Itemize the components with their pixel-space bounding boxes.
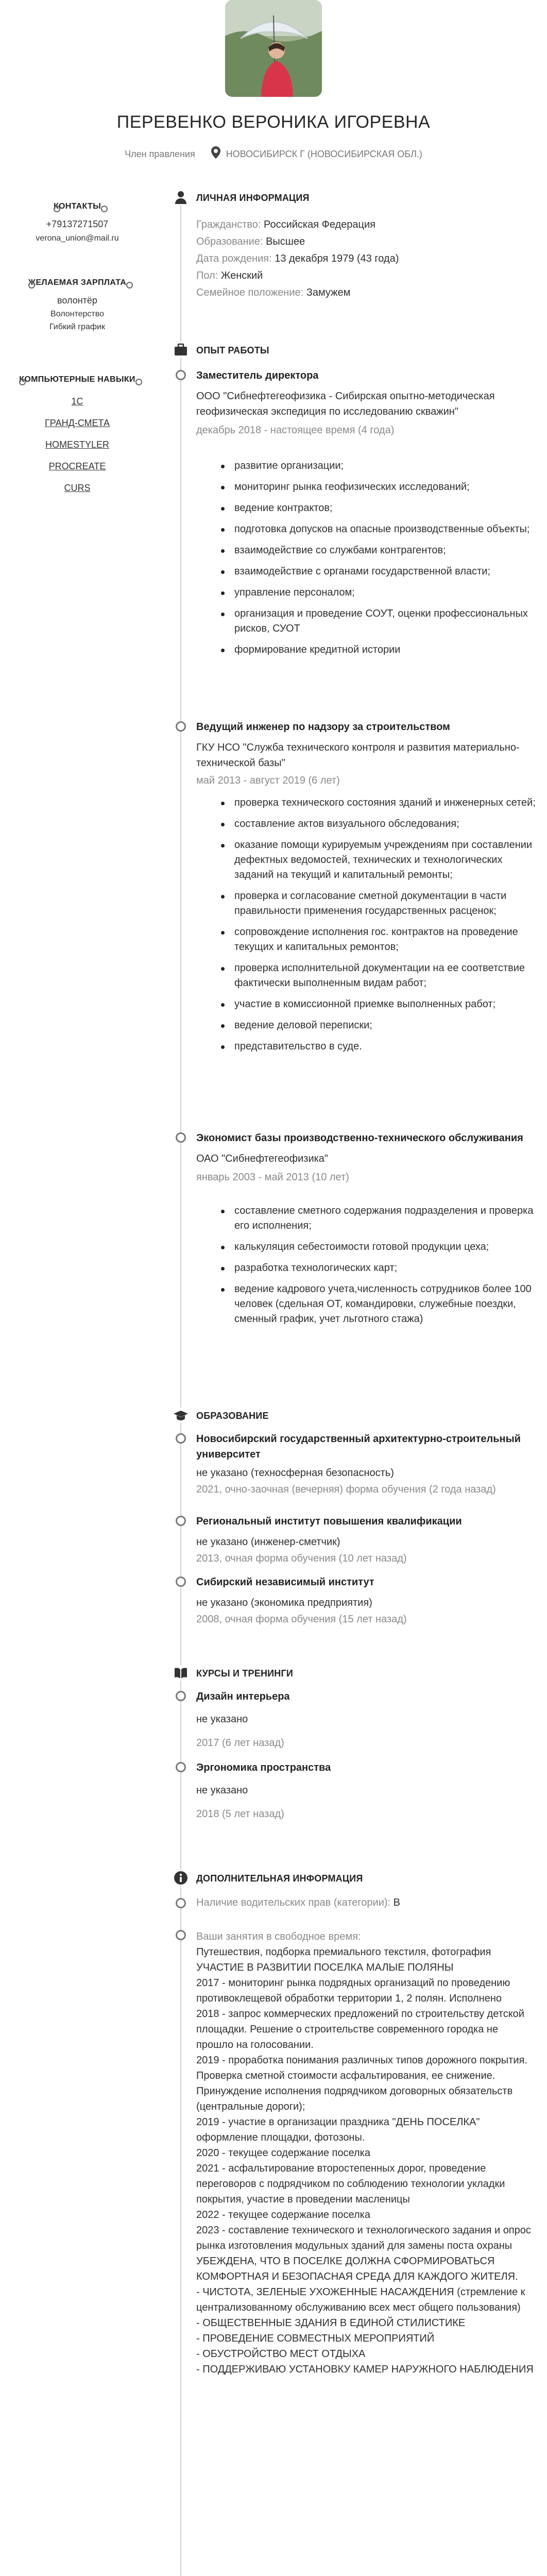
skill-link[interactable]: CURS (64, 483, 91, 493)
salary-block (0, 278, 155, 333)
timeline-dot (176, 1433, 186, 1444)
free-time-line: УБЕЖДЕНА, ЧТО В ПОСЕЛКЕ ДОЛЖНА СФОРМИРОВАТЬСЯ КОМФОРТНАЯ И БЕЗОПАСНАЯ СРЕДА ДЛЯ КАЖДОГО ЖИТЕЛЯ. (196, 2256, 518, 2282)
timeline-dot (176, 1930, 186, 1940)
education-meta: 2008, очная форма обучения (15 лет назад) (196, 1614, 407, 1625)
timeline-dot (176, 1762, 186, 1772)
duty-item: проверка технического состояния зданий и инженерных сетей; (226, 795, 536, 810)
skill-link[interactable]: HOMESTYLER (45, 439, 110, 450)
job-period: декабрь 2018 - настоящее время (4 года) (196, 425, 395, 436)
phone[interactable]: +79137271507 (46, 219, 109, 229)
timeline-line (180, 198, 181, 2576)
job-duties (226, 795, 536, 1054)
duty-item: ведение деловой переписки; (226, 1018, 536, 1033)
timeline-dot (176, 1516, 186, 1526)
course-meta: 2017 (6 лет назад) (196, 1737, 284, 1749)
free-time-line: Путешествия, подборка премиального текстиля, фотография (196, 1946, 491, 1958)
job-company: ООО "Сибнефтегеофизика - Сибирская опытно-методическая геофизическая экспедиция по исследованию скважин" (196, 391, 495, 417)
job-duties (226, 459, 536, 657)
info-row-marital: Семейное положение: Замужем (196, 287, 351, 298)
section-title-courses: КУРСЫ И ТРЕНИНГИ (196, 1668, 294, 1679)
email[interactable]: verona_union@mail.ru (36, 234, 119, 243)
timeline-dot (176, 370, 186, 380)
education-name: Сибирский независимый институт (196, 1577, 374, 1588)
job-item (196, 368, 536, 664)
salary-value: волонтёр (57, 295, 97, 306)
free-time-line: 2018 - запрос коммерческих предложений по строительству детской площадки. Решение о строительстве современного городка не прошло на голосовании. (196, 2008, 524, 2050)
education-spec: не указано (техносферная безопасность) (196, 1467, 394, 1479)
free-time-line: - ОБЩЕСТВЕННЫЕ ЗДАНИЯ В ЕДИНОЙ СТИЛИСТИКЕ (196, 2317, 466, 2329)
duty-item: проверка и согласование сметной документации в части правильности применения государственных расценок; (226, 889, 536, 919)
free-time-line: 2019 - проработка понимания различных типов дорожного покрытия. Проверка сметной стоимости асфальтирования, ее снижение. Принуждение исполнения подрядчиком договорных обязательств (центральные дороги); (196, 2055, 527, 2112)
duty-item: представительство в суде. (226, 1039, 536, 1054)
free-time-line: 2020 - текущее содержание поселка (196, 2147, 370, 2159)
job-company: ГКУ НСО "Служба технического контроля и развития материально-технической базы" (196, 742, 520, 769)
education-item (196, 1431, 536, 1497)
timeline-dot (176, 721, 186, 732)
profile-photo (225, 0, 322, 97)
duty-item: проверка исполнительной документации на ее соответствие фактически выполненным видам работ; (226, 961, 536, 991)
free-time-block (196, 1929, 536, 2377)
salary-line: Волонтерство (50, 310, 104, 318)
duty-item: управление персоналом; (226, 585, 536, 600)
free-time-label: Ваши занятия в свободное время: (196, 1931, 361, 1942)
duty-item: сопровождение исполнения гос. контрактов на проведение текущих и капитальных ремонтов; (226, 925, 536, 955)
course-item (196, 1689, 536, 1751)
person-icon (173, 190, 189, 205)
duty-item: развитие организации; (226, 459, 536, 473)
education-name: Новосибирский государственный архитектурно-строительный университет (196, 1433, 521, 1460)
contacts-block (0, 202, 155, 245)
duty-item: взаимодействие со службами контрагентов; (226, 543, 536, 558)
free-time-line: 2017 - мониторинг рынка подрядных организаций по проведению противоклещевой обработки территории 1, 2 полян. Исполнено (196, 1977, 510, 2004)
job-position: Ведущий инженер по надзору за строительством (196, 721, 450, 733)
free-time-line: 2019 - участие в организации праздника "ДЕНЬ ПОСЕЛКА" оформление площадки, фотозоны. (196, 2116, 480, 2143)
info-icon (173, 1870, 189, 1886)
course-name: Дизайн интерьера (196, 1691, 290, 1702)
free-time-line: 2021 - асфальтирование второстепенных дорог, проведение переговоров с подрядчиком по соблюдению технологии укладки покрытия, участие в проведении масленицы (196, 2163, 505, 2205)
contacts-title: КОНТАКТЫ (0, 202, 155, 211)
duty-item: формирование кредитной истории (226, 642, 536, 657)
location-text: НОВОСИБИРСК Г (НОВОСИБИРСКАЯ ОБЛ.) (226, 149, 422, 159)
education-item (196, 1514, 536, 1566)
job-position: Экономист базы производственно-технического обслуживания (196, 1132, 523, 1144)
duty-item: взаимодействие с органами государственной власти; (226, 564, 536, 579)
course-org: не указано (196, 1785, 248, 1796)
free-time-line: - ОБУСТРОЙСТВО МЕСТ ОТДЫХА (196, 2348, 366, 2360)
education-spec: не указано (экономика предприятия) (196, 1597, 372, 1608)
info-row-citizenship: Гражданство: Российская Федерация (196, 219, 375, 230)
course-name: Эргономика пространства (196, 1762, 331, 1773)
education-name: Региональный институт повышения квалификации (196, 1516, 462, 1527)
info-row-birthdate: Дата рождения: 13 декабря 1979 (43 года) (196, 253, 399, 264)
subtitle (0, 146, 547, 161)
timeline-dot (176, 1577, 186, 1587)
timeline-dot (176, 1898, 186, 1908)
skill-link[interactable]: ГРАНД-СМЕТА (45, 418, 110, 428)
course-org: не указано (196, 1714, 248, 1725)
graduation-cap-icon (173, 1408, 189, 1423)
education-item (196, 1574, 536, 1627)
book-icon (173, 1665, 189, 1681)
free-time-line: - ПРОВЕДЕНИЕ СОВМЕСТНЫХ МЕРОПРИЯТИЙ (196, 2333, 435, 2344)
education-spec: не указано (инженер-сметчик) (196, 1536, 340, 1548)
duty-item: оказание помощи курируемым учреждениям при составлении дефектных ведомостей, технических и технологических заданий на текущий и капитальный ремонты; (226, 838, 536, 883)
personal-info (196, 216, 536, 301)
free-time-line: 2023 - составление технического и технологического задания и опрос рынка изготовления модульных зданий для замены поста охраны (196, 2225, 531, 2251)
course-item (196, 1760, 536, 1822)
position-title: Член правления (125, 149, 195, 159)
location-pin-icon (211, 146, 220, 161)
info-row-education: Образование: Высшее (196, 236, 305, 247)
section-title-experience: ОПЫТ РАБОТЫ (196, 345, 269, 355)
job-period: январь 2003 - май 2013 (10 лет) (196, 1172, 349, 1183)
skills-block (0, 375, 155, 499)
section-title-extra: ДОПОЛНИТЕЛЬНАЯ ИНФОРМАЦИЯ (196, 1873, 363, 1884)
duty-item: ведение кадрового учета,численность сотрудников более 100 человек (сдельная ОТ, командировки, служебные поездки, сменный график, учет льготного стажа) (226, 1282, 536, 1327)
license-row (196, 1897, 536, 1909)
duty-item: разработка технологических карт; (226, 1261, 536, 1276)
section-title-education: ОБРАЗОВАНИЕ (196, 1411, 269, 1421)
duty-item: мониторинг рынка геофизических исследований; (226, 480, 536, 495)
skill-link[interactable]: 1С (71, 396, 83, 406)
education-meta: 2013, очная форма обучения (10 лет назад) (196, 1553, 407, 1564)
duty-item: участие в комиссионной приемке выполненных работ; (226, 997, 536, 1012)
job-period: май 2013 - август 2019 (6 лет) (196, 775, 340, 786)
duty-item: составление актов визуального обследования; (226, 817, 536, 832)
duty-item: подготовка допусков на опасные производственные объекты; (226, 522, 536, 537)
briefcase-icon (173, 342, 189, 358)
job-item (196, 1130, 536, 1333)
duty-item: ведение контрактов; (226, 501, 536, 516)
license-label: Наличие водительских прав (категории): (196, 1897, 391, 1908)
full-name: ПЕРЕВЕНКО ВЕРОНИКА ИГОРЕВНА (116, 112, 431, 132)
timeline-dot (176, 1132, 186, 1143)
duty-item: составление сметного содержания подразделения и проверка его исполнения; (226, 1204, 536, 1233)
job-duties (226, 1204, 536, 1327)
free-time-line: - ЧИСТОТА, ЗЕЛЕНЫЕ УХОЖЕННЫЕ НАСАЖДЕНИЯ (стремление к централизованному обслуживанию всех мест общего пользования) (196, 2286, 525, 2313)
info-row-gender: Пол: Женский (196, 270, 263, 281)
course-meta: 2018 (5 лет назад) (196, 1808, 284, 1820)
salary-line: Гибкий график (49, 323, 105, 331)
job-position: Заместитель директора (196, 370, 319, 381)
license-value: B (393, 1897, 400, 1908)
free-time-line: УЧАСТИЕ В РАЗВИТИИ ПОСЕЛКА МАЛЫЕ ПОЛЯНЫ (196, 1962, 454, 1973)
job-company: ОАО "Сибнефтегеофизика" (196, 1153, 329, 1164)
skills-title: КОМПЬЮТЕРНЫЕ НАВЫКИ (0, 375, 155, 384)
salary-title: ЖЕЛАЕМАЯ ЗАРПЛАТА (0, 278, 155, 287)
duty-item: калькуляция себестоимости готовой продукции цеха; (226, 1240, 536, 1255)
duty-item: организация и проведение СОУТ, оценки профессиональных рисков, СУОТ (226, 606, 536, 636)
skill-link[interactable]: PROCREATE (48, 461, 106, 471)
timeline-dot (176, 1691, 186, 1701)
free-time-line: 2022 - текущее содержание поселка (196, 2209, 370, 2221)
job-item (196, 719, 536, 1060)
free-time-line: - ПОДДЕРЖИВАЮ УСТАНОВКУ КАМЕР НАРУЖНОГО НАБЛЮДЕНИЯ (196, 2364, 534, 2375)
section-title-personal: ЛИЧНАЯ ИНФОРМАЦИЯ (196, 193, 310, 203)
education-meta: 2021, очно-заочная (вечерняя) форма обучения (2 года назад) (196, 1484, 496, 1495)
